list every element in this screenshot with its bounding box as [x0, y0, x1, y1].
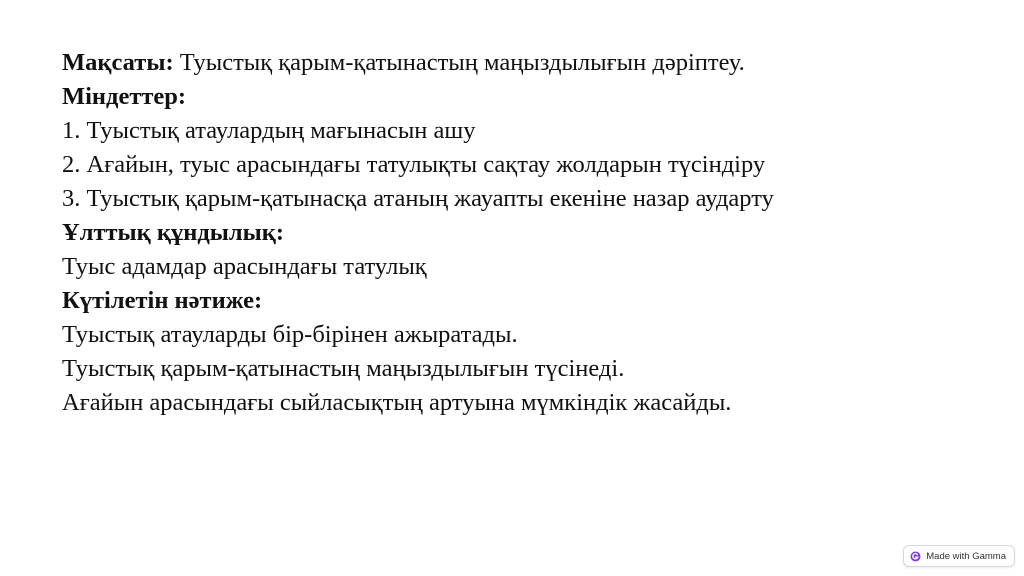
result-item: Ағайын арасындағы сыйласықтың артуына мүмкіндік жасайды.: [62, 389, 732, 416]
value-heading: Ұлттық құндылық:: [62, 219, 285, 246]
goal-text: Туыстық қарым-қатынастың маңыздылығын дәріптеу.: [173, 49, 745, 76]
slide-content: [62, 46, 1002, 420]
result-item: Туыстық қарым-қатынастың маңыздылығын түсінеді.: [62, 355, 625, 382]
tasks-heading: Міндеттер:: [62, 83, 187, 110]
task-item: 1. Туыстық атаулардың мағынасын ашу: [62, 117, 476, 144]
result-heading: Күтілетін нәтиже:: [62, 287, 263, 314]
result-item: Туыстық атауларды бір-бірінен ажыратады.: [62, 321, 518, 348]
goal-line: [62, 46, 1002, 80]
value-text: Туыс адамдар арасындағы татулық: [62, 253, 427, 280]
badge-label: Made with Gamma: [926, 550, 1006, 562]
gamma-logo-icon: [910, 551, 921, 562]
made-with-gamma-badge[interactable]: [903, 545, 1015, 567]
task-item: 3. Туыстық қарым-қатынасқа атаның жауапты екеніне назар аударту: [62, 185, 774, 212]
goal-label: Мақсаты:: [62, 49, 174, 76]
task-item: 2. Ағайын, туыс арасындағы татулықты сақтау жолдарын түсіндіру: [62, 151, 766, 178]
